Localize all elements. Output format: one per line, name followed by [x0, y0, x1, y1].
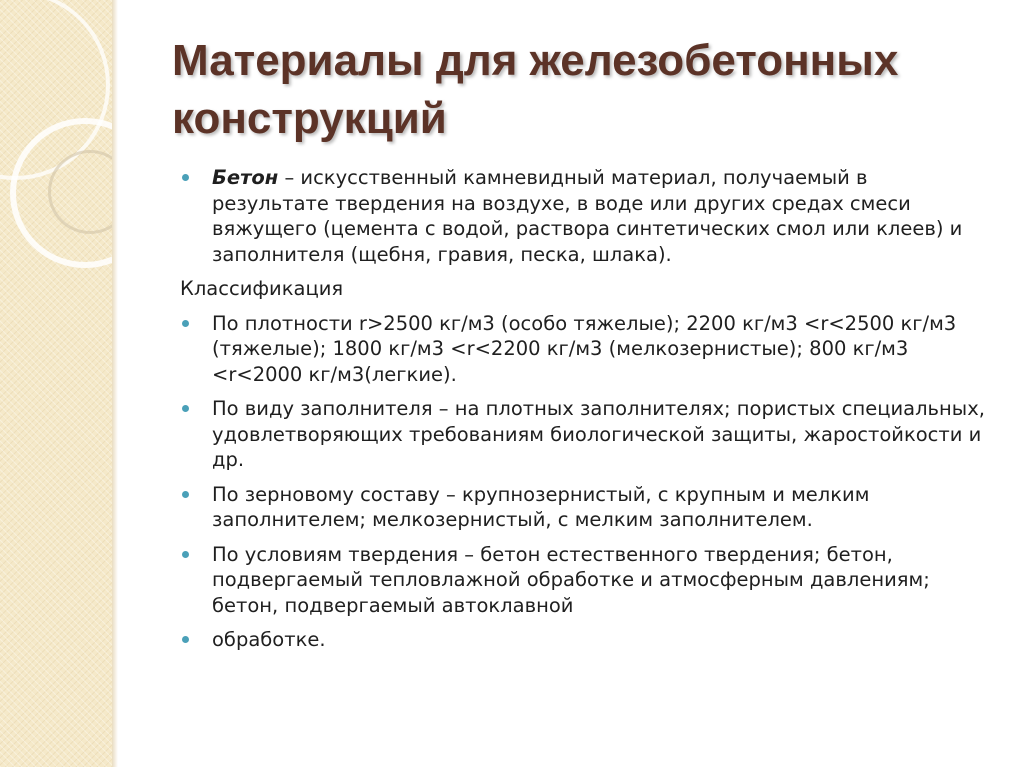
bullet-icon — [182, 636, 189, 643]
classification-heading: Классификация — [180, 277, 344, 300]
bullet-item-definition — [180, 165, 990, 267]
bullet-item-hardening-conditions — [180, 542, 990, 619]
definition-term: Бетон — [212, 166, 279, 189]
bullet-text: По плотности r>2500 кг/м3 (особо тяжелые); 2200 кг/м3 <r<2500 кг/м3 (тяжелые); 1800 кг/м3 <r<2200 кг/м3 (мелкозернистые); 800 кг/м3 <r<2000 кг/м3(легкие). — [212, 311, 957, 386]
bullet-icon — [182, 320, 189, 327]
bullet-item-density — [180, 311, 990, 388]
bullet-icon — [182, 174, 189, 181]
bullet-text: По зерновому составу – крупнозернистый, с крупным и мелким заполнителем; мелкозернистый, с мелким заполнителем. — [212, 482, 870, 531]
bullet-item-aggregate-type — [180, 396, 990, 473]
bullet-text: обработке. — [212, 628, 326, 651]
slide-body — [180, 165, 990, 662]
bullet-item-continuation — [180, 627, 990, 653]
bullet-icon — [182, 405, 189, 412]
bullet-text: По виду заполнителя – на плотных заполнителях; пористых специальных, удовлетворяющих требованиям биологической защиты, жаростойкости и др. — [212, 397, 985, 471]
decorative-side-strip — [0, 0, 112, 767]
slide-title: Материалы для железобетонных конструкций — [172, 36, 899, 143]
bullet-icon — [182, 551, 189, 558]
bullet-item-grain-composition — [180, 482, 990, 533]
strip-edge — [112, 0, 118, 767]
bullet-icon — [182, 491, 189, 498]
bullet-text: По условиям твердения – бетон естественного твердения; бетон, подвергаемый тепловлажной обработке и атмосферным давлениям; бетон, подвергаемый автоклавной — [212, 542, 930, 617]
definition-text: – искусственный камневидный материал, получаемый в результате твердения на воздухе, в воде или других средах смеси вяжущего (цемента с водой, раствора синтетических смол или клеев) и заполнителя (щебня, гравия, песка, шлака). — [212, 166, 963, 266]
